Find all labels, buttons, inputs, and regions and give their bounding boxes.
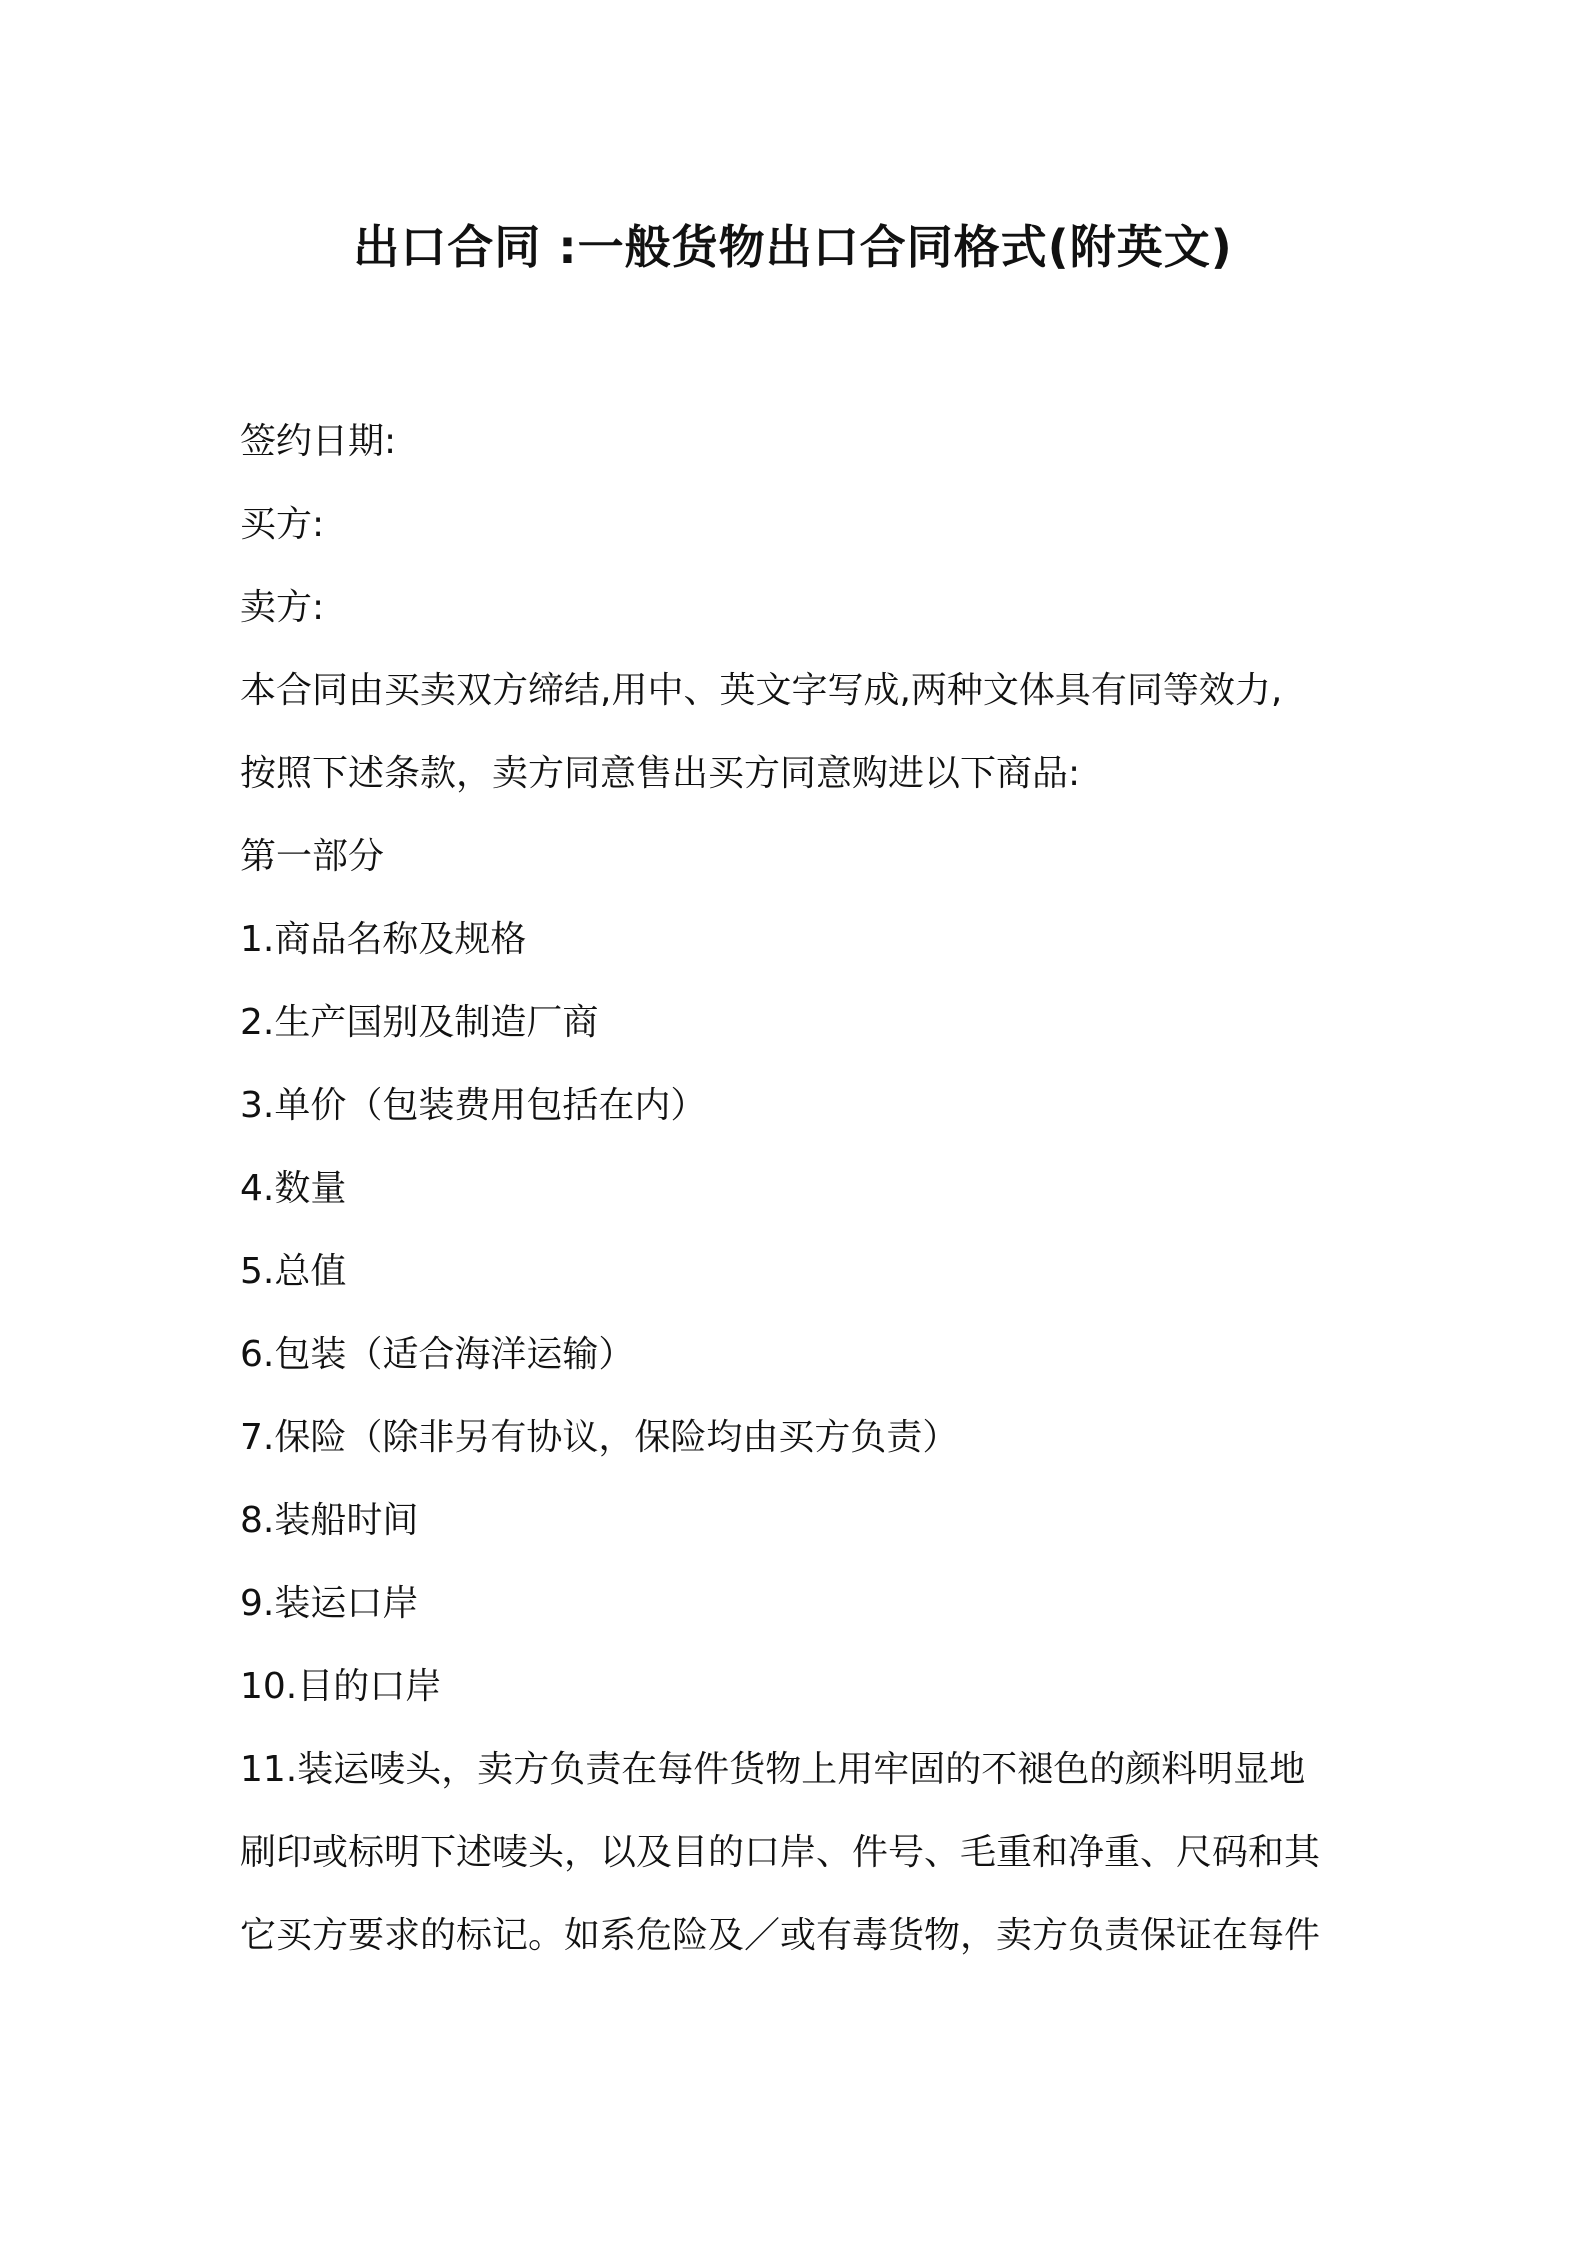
seller-line: 卖方: [240,587,325,628]
buyer-line: 买方: [240,504,325,545]
list-item: 3.单价（包装费用包括在内） [240,1085,707,1126]
list-item: 7.保险（除非另有协议，保险均由买方负责） [240,1417,959,1458]
list-item: 8.装船时间 [240,1500,419,1541]
document-body [240,400,1360,1977]
paragraph-line: 本合同由买卖双方缔结,用中、英文字写成,两种文体具有同等效力, [240,670,1283,711]
section-heading: 第一部分 [240,836,385,877]
paragraph-line: 刷印或标明下述唛头，以及目的口岸、件号、毛重和净重、尺码和其 [240,1832,1321,1873]
paragraph-line: 它买方要求的标记。如系危险及／或有毒货物，卖方负责保证在每件 [240,1915,1321,1956]
list-item: 9.装运口岸 [240,1583,419,1624]
list-item: 10.目的口岸 [240,1666,442,1707]
list-item: 1.商品名称及规格 [240,919,527,960]
signing-date-line: 签约日期: [240,421,397,462]
list-item: 6.包装（适合海洋运输） [240,1334,635,1375]
paragraph-line: 按照下述条款，卖方同意售出买方同意购进以下商品: [240,753,1081,794]
list-item: 4.数量 [240,1168,347,1209]
list-item: 2.生产国别及制造厂商 [240,1002,599,1043]
list-item: 11.装运唛头，卖方负责在每件货物上用牢固的不褪色的颜料明显地 [240,1749,1306,1790]
list-item: 5.总值 [240,1251,347,1292]
document-title: 出口合同 :一般货物出口合同格式(附英文) [353,220,1233,274]
